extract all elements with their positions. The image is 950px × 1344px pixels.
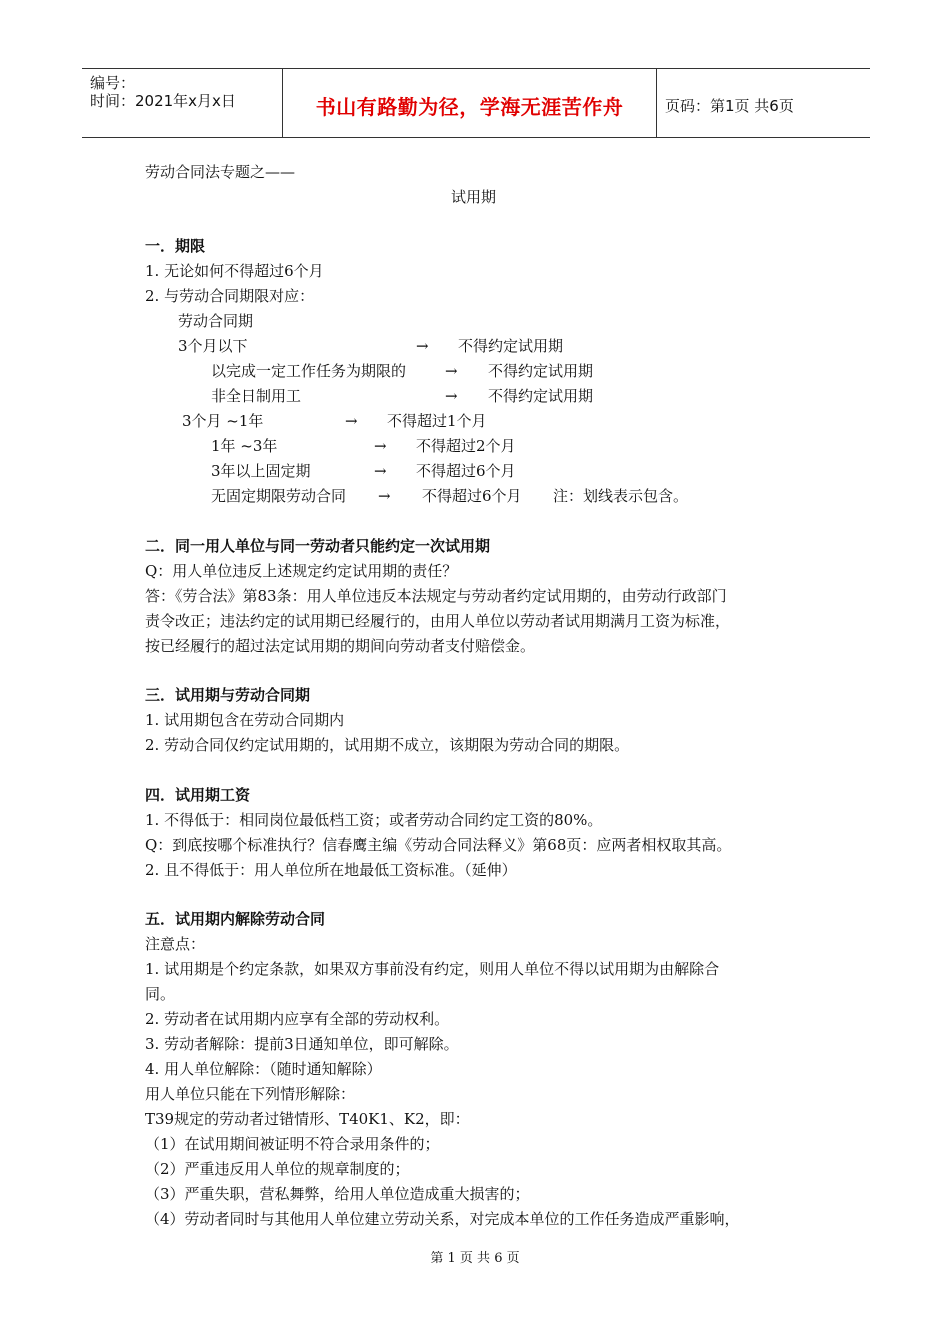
term-label: 无固定期限劳动合同 — [211, 487, 347, 505]
s3-paragraph: 2. 劳动合同仅约定试用期的，试用期不成立，该期限为劳动合同的期限。 — [145, 736, 630, 754]
s2-answer-line: 责令改正；违法约定的试用期已经履行的，由用人单位以劳动者试用期满月工资为标准， — [145, 612, 731, 630]
s5-list-item: （2）严重违反用人单位的规章制度的； — [145, 1160, 410, 1178]
s2-answer-line: 答：《劳合法》第83条：用人单位违反本法规定与劳动者约定试用期的，由劳动行政部门 — [145, 587, 727, 605]
term-label: 3个月以下 — [178, 337, 248, 355]
term-result: 不得约定试用期 — [488, 387, 594, 405]
s5-paragraph: 2. 劳动者在试用期内应享有全部的劳动权利。 — [145, 1010, 450, 1028]
section-5-heading: 五．试用期内解除劳动合同 — [145, 910, 326, 928]
term-result: 不得超过6个月 — [416, 462, 516, 480]
arrow-icon: → — [374, 437, 387, 455]
term-label: 非全日制用工 — [211, 387, 302, 405]
s5-paragraph: 用人单位只能在下列情形解除： — [145, 1085, 356, 1103]
s1-paragraph: 2. 与劳动合同期限对应： — [145, 287, 315, 305]
page-title: 试用期 — [451, 188, 497, 206]
s5-paragraph: 4. 用人单位解除：（随时通知解除） — [145, 1060, 382, 1078]
s5-list-item: （1）在试用期间被证明不符合录用条件的； — [145, 1135, 440, 1153]
s4-question: Q：到底按哪个标准执行？信春鹰主编《劳动合同法释义》第68页：应两者相权取其高。 — [145, 836, 732, 854]
arrow-icon: → — [345, 412, 358, 430]
term-result: 不得约定试用期 — [488, 362, 594, 380]
term-note: 注：划线表示包含。 — [553, 487, 689, 505]
header-motto-cell — [282, 69, 657, 137]
term-result: 不得超过2个月 — [416, 437, 516, 455]
motto-text: 书山有路勤为径，学海无涯苦作舟 — [315, 95, 624, 119]
arrow-icon: → — [445, 362, 458, 380]
document-header — [82, 68, 870, 138]
section-1-heading: 一．期限 — [145, 237, 206, 255]
term-result: 不得超过6个月 — [422, 487, 522, 505]
number-label: 编号： — [90, 74, 136, 92]
s5-paragraph: 1. 试用期是个约定条款，如果双方事前没有约定，则用人单位不得以试用期为由解除合 — [145, 960, 720, 978]
term-label: 3个月 ~1年 — [182, 412, 264, 430]
term-result: 不得约定试用期 — [458, 337, 564, 355]
s3-paragraph: 1. 试用期包含在劳动合同期内 — [145, 711, 345, 729]
term-result: 不得超过1个月 — [387, 412, 487, 430]
s2-answer-line: 按已经履行的超过法定试用期的期间向劳动者支付赔偿金。 — [145, 637, 536, 655]
page-footer: 第 1 页 共 6 页 — [430, 1251, 520, 1266]
s1-paragraph: 1. 无论如何不得超过6个月 — [145, 262, 324, 280]
s5-paragraph: 同。 — [145, 985, 176, 1003]
s5-paragraph: 3. 劳动者解除：提前3日通知单位，即可解除。 — [145, 1035, 459, 1053]
s5-list-item: （4）劳动者同时与其他用人单位建立劳动关系，对完成本单位的工作任务造成严重影响， — [145, 1210, 740, 1228]
arrow-icon: → — [374, 462, 387, 480]
section-4-heading: 四．试用期工资 — [145, 786, 251, 804]
s5-paragraph: T39规定的劳动者过错情形、T40K1、K2，即： — [145, 1110, 470, 1128]
term-label: 以完成一定工作任务为期限的 — [211, 362, 407, 380]
header-meta — [82, 69, 282, 137]
s4-paragraph: 1. 不得低于：相同岗位最低档工资；或者劳动合同约定工资的80%。 — [145, 811, 603, 829]
s5-list-item: （3）严重失职，营私舞弊，给用人单位造成重大损害的； — [145, 1185, 530, 1203]
s5-note: 注意点： — [145, 935, 206, 953]
section-3-heading: 三．试用期与劳动合同期 — [145, 686, 311, 704]
s2-question: Q：用人单位违反上述规定约定试用期的责任？ — [145, 562, 458, 580]
series-title: 劳动合同法专题之—— — [145, 163, 296, 181]
arrow-icon: → — [445, 387, 458, 405]
term-label: 1年 ~3年 — [211, 437, 278, 455]
term-table-head: 劳动合同期 — [178, 312, 254, 330]
arrow-icon: → — [378, 487, 391, 505]
section-2-heading: 二．同一用人单位与同一劳动者只能约定一次试用期 — [145, 537, 491, 555]
page-info: 页码：第1页 共6页 — [665, 97, 794, 115]
time-label: 时间：2021年x月x日 — [90, 92, 236, 110]
s4-paragraph: 2. 且不得低于：用人单位所在地最低工资标准。（延伸） — [145, 861, 517, 879]
term-label: 3年以上固定期 — [211, 462, 311, 480]
arrow-icon: → — [416, 337, 429, 355]
